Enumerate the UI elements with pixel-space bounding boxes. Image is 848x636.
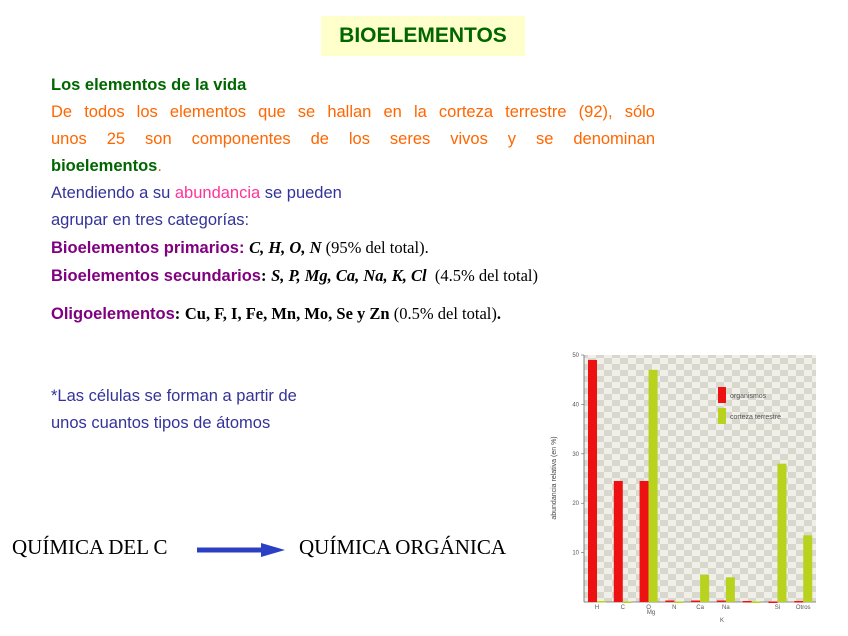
chart-x-tick-label: Ca — [696, 605, 704, 611]
oligo-block — [51, 300, 655, 328]
intro-heading: Los elementos de la vida — [51, 76, 247, 94]
cells-line-2: unos cuantos tipos de átomos — [51, 414, 271, 432]
chart-y-axis-label: abundancia relativa (en %) — [551, 436, 558, 520]
chart-bar-organismos-N — [665, 601, 674, 603]
abundance-post: se pueden — [260, 184, 342, 202]
chart-y-tick-label: 40 — [572, 402, 579, 409]
abundance-chart — [548, 352, 820, 628]
secundarios-line — [51, 262, 655, 290]
intro-period: . — [157, 157, 162, 175]
chart-bar-organismos-Si — [768, 602, 777, 604]
chart-x-tick-label: N — [672, 605, 677, 611]
chart-bar-organismos-Na — [717, 601, 726, 603]
chart-y-tick-label: 10 — [572, 550, 579, 557]
secundarios-label: Bioelementos secundarios — [51, 267, 261, 285]
chart-bar-corteza-O — [649, 370, 658, 602]
primarios-elements: C, H, O, N — [249, 238, 322, 257]
chart-bar-corteza-H — [597, 601, 606, 603]
abundance-line-1 — [51, 180, 655, 207]
oligo-elements: Cu, F, I, Fe, Mn, Mo, Se y Zn — [184, 304, 390, 323]
primarios-label: Bioelementos primarios: — [51, 239, 245, 257]
chart-bar-organismos-Ca — [691, 601, 700, 603]
chart-bar-corteza-Na — [726, 577, 735, 602]
secundarios-elements: S, P, Mg, Ca, Na, K, Cl — [271, 266, 427, 285]
chart-x-tick-label: Otros — [795, 605, 811, 611]
oligo-label: Oligoelementos — [51, 305, 175, 323]
chart-bar-corteza-k — [752, 602, 761, 604]
chart-bar-organismos-k — [743, 601, 752, 603]
abundance-highlight: abundancia — [174, 184, 261, 202]
chart-bar-organismos-O — [640, 481, 649, 602]
cells-line-1-text: Las células se forman a partir de — [57, 387, 297, 405]
secundarios-colon: : — [260, 266, 267, 285]
chart-bar-organismos-C — [614, 481, 623, 602]
page-title: BIOELEMENTOS — [339, 24, 507, 47]
legend-swatch-organismos — [718, 387, 726, 403]
chart-x-tick-label: Na — [722, 605, 730, 611]
chart-bar-corteza-Otros — [803, 535, 812, 602]
legend-swatch-corteza — [718, 408, 726, 424]
secundarios-note: (4.5% del total) — [426, 266, 538, 285]
chart-bar-corteza-C — [623, 602, 632, 604]
chart-bar-corteza-N — [674, 602, 683, 604]
chart-bar-corteza-Ca — [700, 575, 709, 602]
chart-x-tick-label: H — [594, 605, 600, 611]
abundance-line-2: agrupar en tres categorías: — [51, 211, 250, 229]
title-box — [321, 16, 525, 56]
chart-sublabel-mg: Mg — [646, 610, 656, 616]
chart-y-tick-label: 30 — [572, 451, 579, 458]
oligo-period: . — [496, 304, 501, 323]
chart-x-tick-label: Si — [774, 605, 781, 611]
intro-block — [51, 72, 655, 290]
abundance-pre: Atendiendo a su — [51, 184, 175, 202]
primarios-line — [51, 234, 655, 262]
oligo-colon: : — [174, 304, 181, 323]
chart-x-tick-label: O — [646, 605, 651, 611]
chart-bar-organismos-H — [588, 360, 597, 602]
cells-star: * — [51, 387, 58, 405]
quimica-organica-label: QUÍMICA ORGÁNICA — [299, 535, 507, 559]
legend-label-corteza: corteza terrestre — [730, 414, 781, 421]
chart-x-tick-label: C — [620, 605, 625, 611]
primarios-note: (95% del total). — [321, 238, 429, 257]
oligo-line — [51, 300, 655, 328]
intro-line-1: De todos los elementos que se hallan en la corteza terrestre (92), sólo — [51, 103, 655, 121]
chart-y-tick-label: 50 — [572, 353, 579, 359]
legend-label-organismos: organismos — [730, 393, 767, 400]
chart-y-tick-label: 20 — [572, 501, 579, 508]
arrow-right-icon — [195, 540, 287, 560]
chart-bar-corteza-Si — [777, 464, 786, 602]
chart-sublabel-k: K — [719, 618, 725, 624]
bioelementos-word: bioelementos — [51, 157, 158, 175]
quimica-del-c-label: QUÍMICA DEL C — [12, 535, 168, 559]
intro-line-2: unos 25 son componentes de los seres vivos y se denominan — [51, 130, 655, 148]
oligo-note: (0.5% del total) — [389, 304, 497, 323]
chart-bar-organismos-Otros — [794, 601, 803, 603]
intro-line-3 — [51, 153, 655, 180]
